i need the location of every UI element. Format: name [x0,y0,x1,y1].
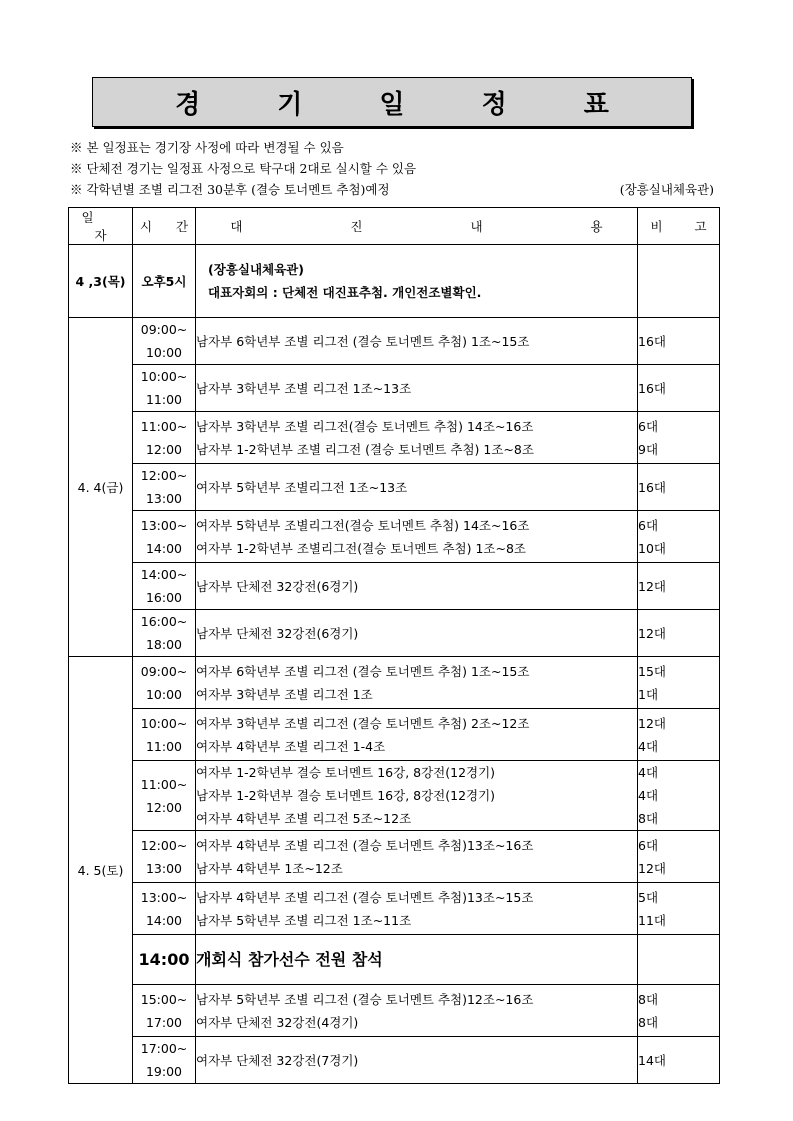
content-line: 여자부 4학년부 조별 리그전 5조~12조 [196,811,412,826]
content-line: 여자부 4학년부 조별 리그전 1-4조 [196,738,386,754]
note-line: 8대 [638,991,659,1007]
time-end: 14:00 [145,540,183,556]
content-line: 남자부 1-2학년부 조별 리그전 (결승 토너멘트 추첨) 1조~8조 [196,441,534,457]
page-title: 경 기 일 정 표 [175,89,643,120]
note-line: 15대 [638,663,666,679]
content-line: 남자부 4학년부 조별 리그전 (결승 토너멘트 추첨)13조~15조 [196,889,534,905]
table-row [69,935,720,985]
content-line: 여자부 3학년부 조별 리그전 (결승 토너멘트 추첨) 2조~12조 [196,715,530,731]
note-line-2: ※ 단체전 경기는 일정표 사정으로 탁구대 2대로 실시할 수 있음 [70,161,417,176]
note-line: 8대 [638,811,659,826]
title-box [92,77,692,127]
time-start: 12:00~ [140,837,188,853]
schedule-table [68,207,720,1084]
time-start: 17:00~ [140,1041,188,1056]
content-line: 여자부 1-2학년부 조별리그전(결승 토너멘트 추첨) 1조~8조 [196,540,526,556]
note-cell [638,985,720,1037]
note-line: 6대 [638,517,659,533]
time-cell [133,563,196,610]
time-end: 11:00 [145,392,183,407]
time-cell [133,883,196,935]
content-cell [196,985,638,1037]
content-cell [196,761,638,831]
table-row [69,563,720,610]
content-cell [196,610,638,657]
content-cell [196,412,638,464]
content-cell [196,563,638,610]
content-cell [196,511,638,563]
time-end: 19:00 [145,1064,183,1079]
note-cell [638,709,720,761]
date-cell: 4. 5(토) [69,657,133,1084]
note-line: 12대 [638,625,666,641]
time-end: 13:00 [145,860,183,876]
venue-note: (장흥실내체육관) [619,182,714,197]
note-line: 11대 [638,912,666,928]
meeting-row [69,245,720,318]
time-cell [133,761,196,831]
content-line: 남자부 단체전 32강전(6경기) [196,625,359,641]
time-start: 10:00~ [140,715,188,731]
time-cell [133,1037,196,1084]
time-start: 10:00~ [140,369,188,384]
time-cell [133,318,196,365]
table-row [69,761,720,831]
header-date: 일 자 [69,208,133,245]
content-line: 남자부 4학년부 1조~12조 [196,860,343,876]
table-row [69,464,720,511]
time-end: 17:00 [145,1014,183,1030]
time-end: 13:00 [145,491,183,506]
content-cell [196,709,638,761]
note-line: 6대 [638,418,659,434]
header-content: 대 진 내 용 [196,208,638,245]
note-cell [638,610,720,657]
table-row [69,709,720,761]
content-line: 남자부 3학년부 조별 리그전 1조~13조 [196,380,412,396]
time-cell [133,464,196,511]
note-cell [638,563,720,610]
note-cell [638,412,720,464]
meeting-content: (장흥실내체육관) 대표자회의 : 단체전 대진표추첨. 개인전조별확인. [196,245,638,318]
content-line: 남자부 5학년부 조별 리그전 1조~11조 [196,912,412,928]
content-line: 남자부 6학년부 조별 리그전 (결승 토너멘트 추첨) 1조~15조 [196,333,530,349]
time-cell [133,511,196,563]
time-start: 09:00~ [140,322,188,337]
time-start: 13:00~ [140,889,188,905]
date-cell: 4. 4(금) [69,318,133,657]
content-line: 남자부 1-2학년부 결승 토너멘트 16강, 8강전(12경기) [196,788,496,803]
notes [70,137,720,200]
time-end: 11:00 [145,738,183,754]
time-start: 12:00~ [140,468,188,483]
time-start: 16:00~ [140,614,188,629]
time-cell [133,412,196,464]
content-line: 여자부 단체전 32강전(4경기) [196,1014,359,1030]
time-start: 14:00~ [140,567,188,582]
note-line: 4대 [638,738,659,754]
note-cell [638,657,720,709]
meeting-note [638,245,720,318]
table-row [69,610,720,657]
table-row [69,883,720,935]
note-line: 8대 [638,1014,659,1030]
table-row [69,985,720,1037]
note-line: 16대 [638,479,666,495]
time-start: 09:00~ [140,663,188,679]
time-end: 14:00 [145,912,183,928]
content-line: 여자부 1-2학년부 결승 토너멘트 16강, 8강전(12경기) [196,765,496,780]
note-cell [638,1037,720,1084]
note-line: 10대 [638,540,666,556]
time-end: 18:00 [145,637,183,652]
content-line: 남자부 5학년부 조별 리그전 (결승 토너멘트 추첨)12조~16조 [196,991,534,1007]
time-end: 12:00 [145,799,183,815]
content-line: 남자부 3학년부 조별 리그전(결승 토너멘트 추첨) 14조~16조 [196,418,534,434]
content-cell [196,1037,638,1084]
note-cell [638,883,720,935]
time-end: 16:00 [145,590,183,605]
ceremony-text: 개회식 참가선수 전원 참석 [196,935,638,985]
time-start: 11:00~ [140,776,188,792]
time-cell [133,657,196,709]
meeting-date: 4 ,3(목) [69,245,133,318]
header-note: 비 고 [638,208,720,245]
header-time: 시 간 [133,208,196,245]
note-line: 14대 [638,1052,666,1068]
time-cell [133,709,196,761]
content-line: 여자부 5학년부 조별리그전 1조~13조 [196,479,408,495]
note-line: 16대 [638,380,666,396]
table-row [69,1037,720,1084]
note-line: 6대 [638,837,659,853]
time-end: 10:00 [145,686,183,702]
content-line: 여자부 5학년부 조별리그전(결승 토너멘트 추첨) 14조~16조 [196,517,530,533]
time-start: 11:00~ [140,418,188,434]
content-cell [196,883,638,935]
table-row [69,412,720,464]
time-cell [133,365,196,412]
time-cell [133,985,196,1037]
note-line-1: ※ 본 일정표는 경기장 사정에 따라 변경될 수 있음 [70,140,344,155]
ceremony-time: 14:00 [133,935,196,985]
meeting-time: 오후5시 [133,245,196,318]
content-cell [196,365,638,412]
note-line: 5대 [638,889,659,905]
note-cell [638,935,720,985]
note-line-3: ※ 각학년별 조별 리그전 30분후 (결승 토너멘트 추첨)예정 (장흥실내체육관) [70,179,720,200]
time-start: 13:00~ [140,517,188,533]
content-line: 여자부 4학년부 조별 리그전 (결승 토너멘트 추첨)13조~16조 [196,837,534,853]
note-cell [638,318,720,365]
time-end: 10:00 [145,345,183,360]
table-row [69,831,720,883]
time-cell [133,610,196,657]
note-line: 16대 [638,333,666,349]
content-cell [196,657,638,709]
table-row [69,511,720,563]
note-cell [638,831,720,883]
content-cell [196,318,638,365]
time-cell [133,831,196,883]
content-cell [196,464,638,511]
table-row [69,365,720,412]
content-line: 여자부 단체전 32강전(7경기) [196,1052,359,1068]
content-cell [196,831,638,883]
note-line: 9대 [638,441,659,457]
time-end: 12:00 [145,441,183,457]
note-line: 12대 [638,860,666,876]
content-line: 남자부 단체전 32강전(6경기) [196,578,359,594]
content-line: 여자부 6학년부 조별 리그전 (결승 토너멘트 추첨) 1조~15조 [196,663,530,679]
note-cell [638,511,720,563]
note-cell [638,761,720,831]
note-line: 12대 [638,715,666,731]
content-line: 여자부 3학년부 조별 리그전 1조 [196,686,373,702]
table-row [69,657,720,709]
note-line: 1대 [638,686,659,702]
note-line: 4대 [638,765,659,780]
note-line: 4대 [638,788,659,803]
note-cell [638,365,720,412]
time-start: 15:00~ [140,991,188,1007]
header-row [69,208,720,245]
table-row [69,318,720,365]
note-line: 12대 [638,578,666,594]
note-cell [638,464,720,511]
